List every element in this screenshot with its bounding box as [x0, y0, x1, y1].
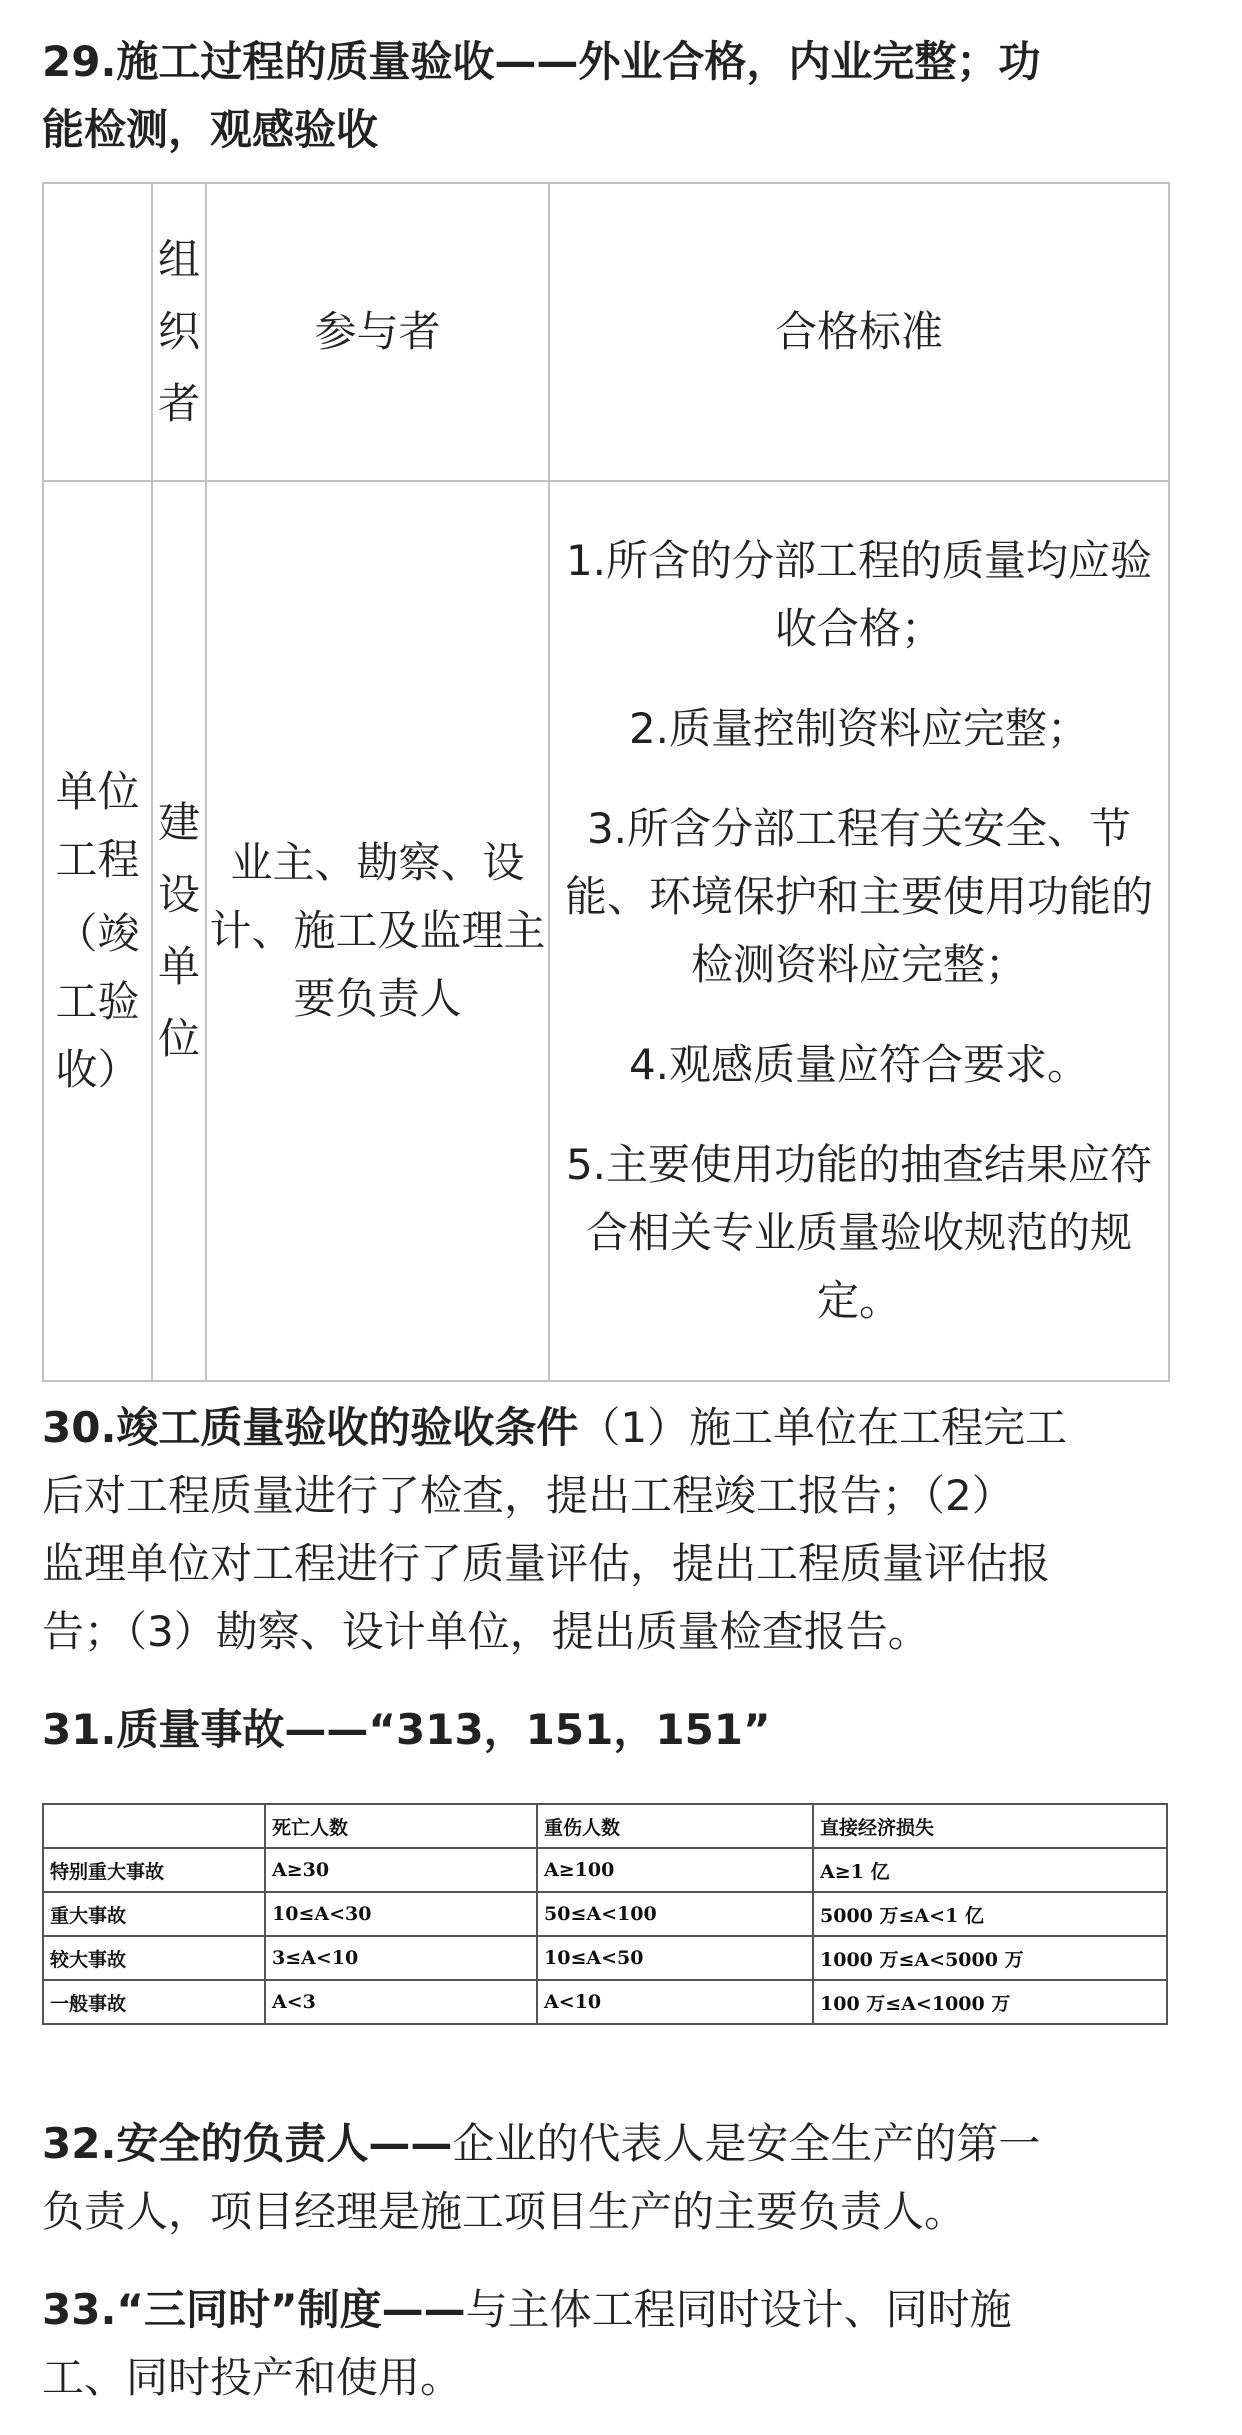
completion-acceptance-label: （竣工验收） — [55, 909, 140, 1094]
accident-deaths: 3≤A<10 — [265, 1936, 537, 1980]
acceptance-table-row — [43, 481, 1169, 1381]
accident-injuries: A≥100 — [537, 1848, 813, 1892]
accident-deaths: 10≤A<30 — [265, 1892, 537, 1936]
standard-item: 3.所含分部工程有关安全、节能、环境保护和主要使用功能的检测资料应完整； — [564, 804, 1153, 989]
header-cell-organizer: 组织者 — [152, 183, 206, 481]
accident-grade: 重大事故 — [43, 1892, 265, 1936]
accident-deaths: A≥30 — [265, 1848, 537, 1892]
section-30-line2: 后对工程质量进行了检查，提出工程竣工报告；（2） — [42, 1471, 1014, 1520]
section-30-title: 30.竣工质量验收的验收条件 — [42, 1403, 579, 1452]
accident-header-empty — [43, 1804, 265, 1848]
accident-grade: 较大事故 — [43, 1936, 265, 1980]
acceptance-table-header-row — [43, 183, 1169, 481]
accident-injuries: 50≤A<100 — [537, 1892, 813, 1936]
standard-item: 4.观感质量应符合要求。 — [628, 1040, 1090, 1089]
section-30-line1: 30.竣工质量验收的验收条件（1）施工单位在工程完工 — [42, 1403, 1068, 1452]
standard-cell — [549, 481, 1169, 1381]
accident-table-row — [43, 1980, 1167, 2024]
unit-project-label: 单位工程 — [55, 767, 140, 884]
organizer-cell: 建设单位 — [152, 481, 206, 1381]
section-32-title: 32.安全的负责人—— — [42, 2119, 453, 2168]
standard-item: 5.主要使用功能的抽查结果应符合相关专业质量验收规范的规定。 — [565, 1140, 1153, 1325]
accident-grade: 特别重大事故 — [43, 1848, 265, 1892]
accident-table-row — [43, 1936, 1167, 1980]
accident-injuries: 10≤A<50 — [537, 1936, 813, 1980]
section-33-line2: 工、同时投产和使用。 — [42, 2353, 463, 2402]
section-30-line3: 监理单位对工程进行了质量评估，提出工程质量评估报 — [42, 1539, 1051, 1588]
section-31-title: 31.质量事故——“313，151，151” — [42, 1705, 771, 1754]
accident-table-row — [43, 1892, 1167, 1936]
acceptance-table — [42, 182, 1170, 1382]
section-30-line4: 告；（3）勘察、设计单位，提出质量检查报告。 — [42, 1607, 930, 1656]
accident-header-injuries: 重伤人数 — [537, 1804, 813, 1848]
section-29-title-line1: 29.施工过程的质量验收——外业合格，内业完整；功 — [42, 37, 1041, 86]
section-32-line1: 32.安全的负责人——企业的代表人是安全生产的第一 — [42, 2119, 1041, 2168]
unit-project-cell — [43, 481, 152, 1381]
standard-item: 2.质量控制资料应完整； — [628, 704, 1090, 753]
section-29-title-line2: 能检测，观感验收 — [42, 105, 379, 154]
accident-deaths: A<3 — [265, 1980, 537, 2024]
section-32-line2: 负责人，项目经理是施工项目生产的主要负责人。 — [42, 2187, 967, 2236]
accident-table-row — [43, 1848, 1167, 1892]
accident-loss: 5000 万≤A<1 亿 — [813, 1892, 1167, 1936]
accident-injuries: A<10 — [537, 1980, 813, 2024]
accident-loss: 1000 万≤A<5000 万 — [813, 1936, 1167, 1980]
header-cell-standard: 合格标准 — [549, 183, 1169, 481]
accident-header-deaths: 死亡人数 — [265, 1804, 537, 1848]
standard-item: 1.所含的分部工程的质量均应验收合格； — [565, 536, 1153, 653]
accident-grade-table — [42, 1803, 1168, 2025]
accident-grade: 一般事故 — [43, 1980, 265, 2024]
section-33-line1: 33.“三同时”制度——与主体工程同时设计、同时施 — [42, 2285, 1012, 2334]
accident-loss: 100 万≤A<1000 万 — [813, 1980, 1167, 2024]
section-33-title: 33.“三同时”制度—— — [42, 2285, 466, 2334]
accident-header-loss: 直接经济损失 — [813, 1804, 1167, 1848]
header-cell-participants: 参与者 — [206, 183, 549, 481]
accident-table-header-row — [43, 1804, 1167, 1848]
participants-cell: 业主、勘察、设计、施工及监理主要负责人 — [206, 481, 549, 1381]
header-cell-empty — [43, 183, 152, 481]
accident-loss: A≥1 亿 — [813, 1848, 1167, 1892]
